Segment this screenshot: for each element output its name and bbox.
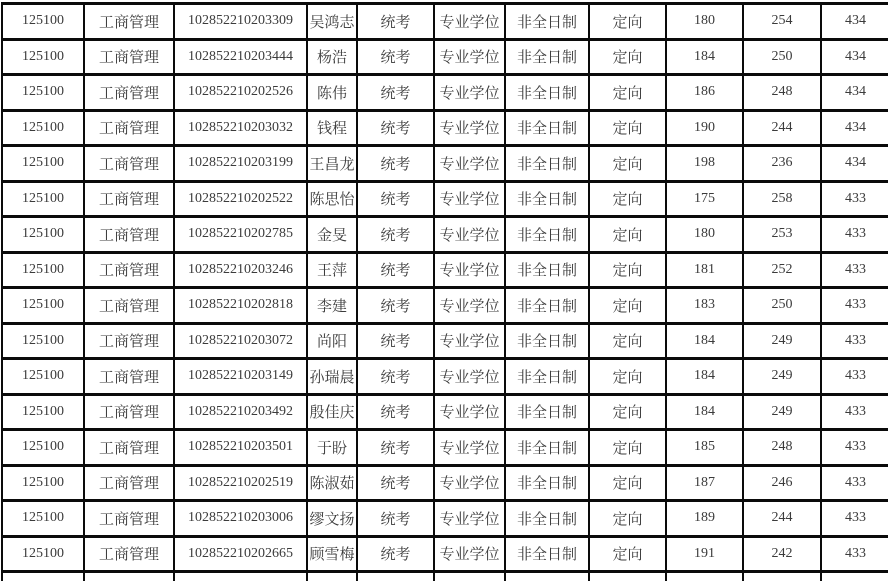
cell-major-code: 125100 — [2, 536, 84, 572]
table-row — [2, 288, 888, 324]
cell-orientation: 定向 — [589, 394, 666, 430]
cell-study-mode: 非全日制 — [505, 4, 589, 40]
cell-total-score: 433 — [821, 323, 888, 359]
cell-study-mode — [505, 572, 589, 581]
cell-major-name: 工商管理 — [84, 181, 174, 217]
cell-candidate-id — [174, 572, 307, 581]
cell-candidate-name: 王昌龙 — [307, 146, 357, 182]
cell-score-1: 186 — [666, 75, 743, 111]
cell-candidate-name: 杨浩 — [307, 39, 357, 75]
cell-total-score: 433 — [821, 430, 888, 466]
cell-score-1: 183 — [666, 288, 743, 324]
cell-score-2: 244 — [743, 501, 821, 537]
cell-exam-type: 统考 — [357, 323, 434, 359]
cell-major-name: 工商管理 — [84, 465, 174, 501]
cell-study-mode: 非全日制 — [505, 252, 589, 288]
cell-score-1: 191 — [666, 536, 743, 572]
cell-exam-type — [357, 572, 434, 581]
cell-candidate-id: 102852210203444 — [174, 39, 307, 75]
cell-study-mode: 非全日制 — [505, 536, 589, 572]
cell-study-mode: 非全日制 — [505, 501, 589, 537]
table-body — [2, 4, 888, 581]
cell-candidate-id: 102852210203072 — [174, 323, 307, 359]
cell-candidate-id: 102852210202522 — [174, 181, 307, 217]
cell-candidate-id: 102852210202665 — [174, 536, 307, 572]
cell-major-code: 125100 — [2, 288, 84, 324]
cell-exam-type: 统考 — [357, 110, 434, 146]
cell-exam-type: 统考 — [357, 536, 434, 572]
cell-major-name — [84, 572, 174, 581]
cell-total-score: 434 — [821, 4, 888, 40]
cell-candidate-id: 102852210203199 — [174, 146, 307, 182]
cell-candidate-name: 顾雪梅 — [307, 536, 357, 572]
cell-score-2: 242 — [743, 536, 821, 572]
cell-total-score: 433 — [821, 217, 888, 253]
cell-candidate-name: 陈伟 — [307, 75, 357, 111]
cell-orientation: 定向 — [589, 181, 666, 217]
cell-orientation: 定向 — [589, 536, 666, 572]
cell-degree-type: 专业学位 — [434, 465, 505, 501]
cell-score-1: 184 — [666, 359, 743, 395]
cell-exam-type: 统考 — [357, 394, 434, 430]
admission-results-table — [1, 2, 888, 581]
table-row — [2, 110, 888, 146]
cell-study-mode: 非全日制 — [505, 110, 589, 146]
cell-candidate-id: 102852210203032 — [174, 110, 307, 146]
cell-candidate-id: 102852210203149 — [174, 359, 307, 395]
cell-exam-type: 统考 — [357, 217, 434, 253]
cell-exam-type: 统考 — [357, 75, 434, 111]
cell-major-code: 125100 — [2, 359, 84, 395]
cell-major-code: 125100 — [2, 430, 84, 466]
cell-major-code: 125100 — [2, 4, 84, 40]
cell-exam-type: 统考 — [357, 430, 434, 466]
cell-major-name: 工商管理 — [84, 501, 174, 537]
cell-total-score: 433 — [821, 394, 888, 430]
cell-score-1: 184 — [666, 39, 743, 75]
cell-degree-type: 专业学位 — [434, 39, 505, 75]
cell-degree-type: 专业学位 — [434, 217, 505, 253]
cell-score-1: 181 — [666, 252, 743, 288]
cell-candidate-id: 102852210202526 — [174, 75, 307, 111]
cell-major-name: 工商管理 — [84, 146, 174, 182]
cell-major-name: 工商管理 — [84, 430, 174, 466]
cell-score-2: 258 — [743, 181, 821, 217]
table-row — [2, 501, 888, 537]
cell-major-code: 125100 — [2, 252, 84, 288]
table-row — [2, 181, 888, 217]
cell-exam-type: 统考 — [357, 501, 434, 537]
cell-major-code — [2, 572, 84, 581]
cell-score-2 — [743, 572, 821, 581]
cell-total-score: 433 — [821, 181, 888, 217]
table-row — [2, 536, 888, 572]
cell-exam-type: 统考 — [357, 252, 434, 288]
cell-candidate-name: 陈淑茹 — [307, 465, 357, 501]
cell-major-code: 125100 — [2, 217, 84, 253]
cell-orientation: 定向 — [589, 252, 666, 288]
cell-degree-type: 专业学位 — [434, 75, 505, 111]
cell-major-name: 工商管理 — [84, 217, 174, 253]
cell-degree-type: 专业学位 — [434, 359, 505, 395]
cell-score-1: 184 — [666, 394, 743, 430]
cell-major-name: 工商管理 — [84, 536, 174, 572]
cell-score-2: 249 — [743, 359, 821, 395]
cell-candidate-name: 吴鸿志 — [307, 4, 357, 40]
cell-candidate-name: 金旻 — [307, 217, 357, 253]
cell-major-name: 工商管理 — [84, 110, 174, 146]
cell-candidate-name: 孙瑞晨 — [307, 359, 357, 395]
cell-exam-type: 统考 — [357, 359, 434, 395]
cell-degree-type: 专业学位 — [434, 110, 505, 146]
cell-candidate-name: 钱程 — [307, 110, 357, 146]
cell-degree-type: 专业学位 — [434, 323, 505, 359]
cell-study-mode: 非全日制 — [505, 323, 589, 359]
cell-degree-type: 专业学位 — [434, 501, 505, 537]
cell-score-2: 250 — [743, 288, 821, 324]
cell-major-name: 工商管理 — [84, 394, 174, 430]
cell-major-name: 工商管理 — [84, 288, 174, 324]
cell-candidate-id: 102852210202519 — [174, 465, 307, 501]
cell-major-name: 工商管理 — [84, 75, 174, 111]
cell-study-mode: 非全日制 — [505, 359, 589, 395]
cell-study-mode: 非全日制 — [505, 39, 589, 75]
cell-total-score: 433 — [821, 359, 888, 395]
cell-major-code: 125100 — [2, 146, 84, 182]
table-row — [2, 39, 888, 75]
cell-degree-type — [434, 572, 505, 581]
cell-score-1: 180 — [666, 217, 743, 253]
table-row — [2, 465, 888, 501]
cell-score-2: 253 — [743, 217, 821, 253]
table-row — [2, 323, 888, 359]
cell-total-score: 433 — [821, 288, 888, 324]
cell-total-score: 434 — [821, 75, 888, 111]
cell-score-1: 198 — [666, 146, 743, 182]
cell-candidate-id: 102852210203501 — [174, 430, 307, 466]
cell-score-2: 246 — [743, 465, 821, 501]
cell-orientation: 定向 — [589, 501, 666, 537]
cell-degree-type: 专业学位 — [434, 4, 505, 40]
table-row — [2, 217, 888, 253]
cell-exam-type: 统考 — [357, 288, 434, 324]
table-row — [2, 146, 888, 182]
cell-score-2: 248 — [743, 75, 821, 111]
cell-candidate-id: 102852210203492 — [174, 394, 307, 430]
cell-major-code: 125100 — [2, 323, 84, 359]
cell-total-score: 434 — [821, 146, 888, 182]
cell-candidate-name — [307, 572, 357, 581]
cell-score-1 — [666, 572, 743, 581]
cell-major-code: 125100 — [2, 394, 84, 430]
cell-candidate-id: 102852210203246 — [174, 252, 307, 288]
cell-total-score: 433 — [821, 465, 888, 501]
cell-score-2: 252 — [743, 252, 821, 288]
cell-score-1: 187 — [666, 465, 743, 501]
cell-degree-type: 专业学位 — [434, 430, 505, 466]
cell-exam-type: 统考 — [357, 4, 434, 40]
cell-study-mode: 非全日制 — [505, 181, 589, 217]
cell-major-code: 125100 — [2, 181, 84, 217]
table-row — [2, 4, 888, 40]
table-row — [2, 252, 888, 288]
table-row — [2, 359, 888, 395]
cell-major-name: 工商管理 — [84, 252, 174, 288]
cell-score-1: 190 — [666, 110, 743, 146]
cell-degree-type: 专业学位 — [434, 252, 505, 288]
cell-orientation: 定向 — [589, 75, 666, 111]
cell-major-code: 125100 — [2, 39, 84, 75]
cell-score-2: 249 — [743, 323, 821, 359]
cell-degree-type: 专业学位 — [434, 146, 505, 182]
table-row — [2, 394, 888, 430]
cell-candidate-name: 殷佳庆 — [307, 394, 357, 430]
table-row — [2, 75, 888, 111]
cell-major-code: 125100 — [2, 75, 84, 111]
table-row — [2, 430, 888, 466]
cell-study-mode: 非全日制 — [505, 288, 589, 324]
cell-exam-type: 统考 — [357, 465, 434, 501]
cell-candidate-id: 102852210202818 — [174, 288, 307, 324]
cell-orientation: 定向 — [589, 323, 666, 359]
cell-orientation: 定向 — [589, 146, 666, 182]
cell-total-score: 433 — [821, 501, 888, 537]
cell-orientation: 定向 — [589, 110, 666, 146]
cell-total-score: 434 — [821, 39, 888, 75]
cell-total-score — [821, 572, 888, 581]
cell-score-1: 185 — [666, 430, 743, 466]
cell-candidate-name: 王萍 — [307, 252, 357, 288]
table-row-partial — [2, 572, 888, 581]
cell-score-1: 184 — [666, 323, 743, 359]
cell-major-code: 125100 — [2, 110, 84, 146]
cell-total-score: 433 — [821, 252, 888, 288]
cell-degree-type: 专业学位 — [434, 288, 505, 324]
cell-degree-type: 专业学位 — [434, 394, 505, 430]
cell-candidate-id: 102852210203309 — [174, 4, 307, 40]
cell-score-2: 244 — [743, 110, 821, 146]
cell-candidate-name: 缪文扬 — [307, 501, 357, 537]
cell-score-2: 248 — [743, 430, 821, 466]
cell-degree-type: 专业学位 — [434, 181, 505, 217]
cell-major-name: 工商管理 — [84, 323, 174, 359]
cell-major-code: 125100 — [2, 465, 84, 501]
cell-score-2: 249 — [743, 394, 821, 430]
cell-candidate-name: 尚阳 — [307, 323, 357, 359]
cell-total-score: 433 — [821, 536, 888, 572]
cell-major-name: 工商管理 — [84, 39, 174, 75]
cell-orientation: 定向 — [589, 4, 666, 40]
cell-orientation: 定向 — [589, 465, 666, 501]
cell-score-2: 236 — [743, 146, 821, 182]
cell-orientation — [589, 572, 666, 581]
cell-study-mode: 非全日制 — [505, 394, 589, 430]
cell-candidate-name: 于盼 — [307, 430, 357, 466]
cell-orientation: 定向 — [589, 430, 666, 466]
cell-orientation: 定向 — [589, 288, 666, 324]
cell-study-mode: 非全日制 — [505, 217, 589, 253]
cell-major-name: 工商管理 — [84, 4, 174, 40]
cell-orientation: 定向 — [589, 39, 666, 75]
cell-score-1: 189 — [666, 501, 743, 537]
cell-major-name: 工商管理 — [84, 359, 174, 395]
cell-orientation: 定向 — [589, 359, 666, 395]
cell-candidate-name: 李建 — [307, 288, 357, 324]
cell-candidate-id: 102852210203006 — [174, 501, 307, 537]
cell-candidate-name: 陈思怡 — [307, 181, 357, 217]
cell-candidate-id: 102852210202785 — [174, 217, 307, 253]
cell-exam-type: 统考 — [357, 181, 434, 217]
cell-score-2: 250 — [743, 39, 821, 75]
cell-total-score: 434 — [821, 110, 888, 146]
cell-exam-type: 统考 — [357, 146, 434, 182]
cell-major-code: 125100 — [2, 501, 84, 537]
cell-orientation: 定向 — [589, 217, 666, 253]
cell-score-1: 180 — [666, 4, 743, 40]
cell-score-1: 175 — [666, 181, 743, 217]
cell-study-mode: 非全日制 — [505, 75, 589, 111]
cell-study-mode: 非全日制 — [505, 465, 589, 501]
cell-study-mode: 非全日制 — [505, 146, 589, 182]
cell-degree-type: 专业学位 — [434, 536, 505, 572]
cell-score-2: 254 — [743, 4, 821, 40]
cell-study-mode: 非全日制 — [505, 430, 589, 466]
cell-exam-type: 统考 — [357, 39, 434, 75]
